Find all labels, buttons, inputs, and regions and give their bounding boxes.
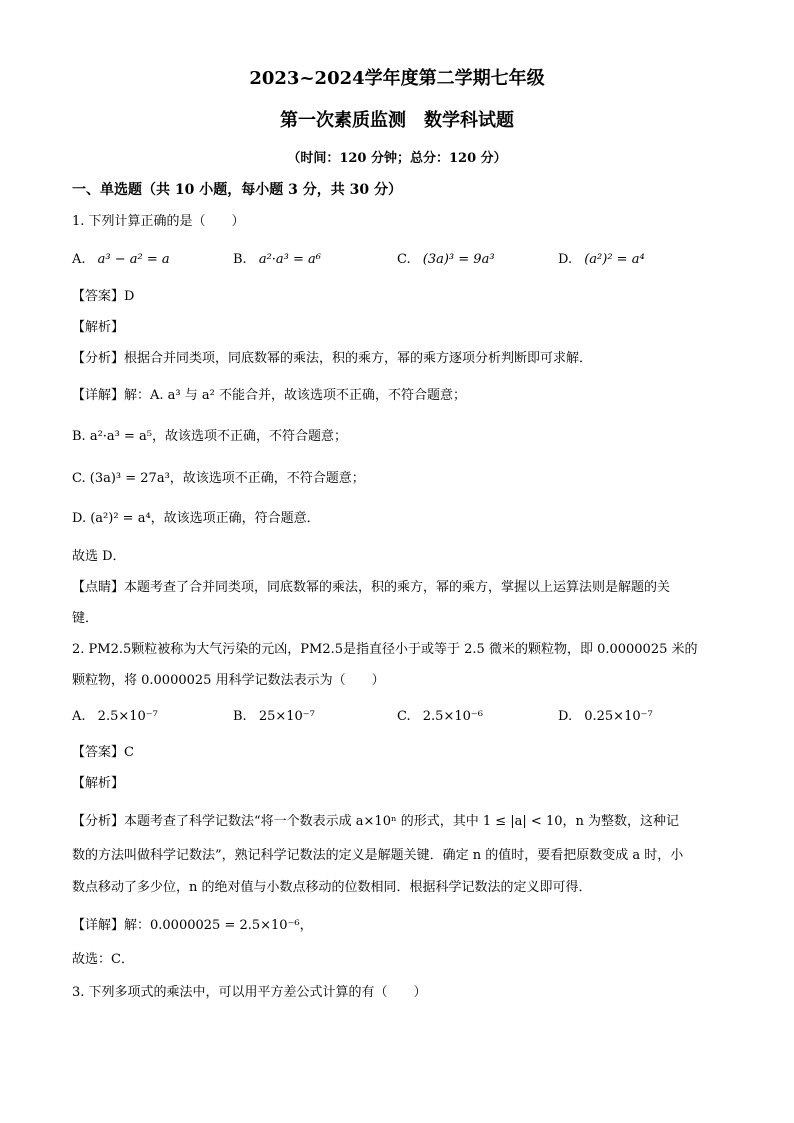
q1-option-d-label: D. [558, 252, 573, 267]
q1-option-b-text: a²·a³ = a⁶ [258, 252, 322, 267]
exam-title: 2023~2024学年度第二学期七年级 [249, 68, 545, 89]
q2-option-c [397, 708, 483, 726]
q2-answer: 【答案】C [72, 745, 134, 760]
q1-line-d: D. (a²)² = a⁴，故该选项正确，符合题意． [72, 511, 320, 526]
q1-option-a [72, 251, 170, 269]
q1-option-b-label: B. [233, 252, 247, 267]
q1-fenxi: 【分析】根据合并同类项，同底数幂的乘法，积的乘方，幂的乘方逐项分析判断即可求解． [72, 351, 593, 366]
q1-option-c [397, 251, 495, 269]
exam-subtitle: 第一次素质监测 数学科试题 [280, 110, 514, 131]
q1-option-d-text: (a²)² = a⁴ [584, 252, 645, 267]
q1-option-a-label: A. [72, 252, 86, 267]
q2-stem-line2: 颗粒物，将 0.0000025 用科学记数法表示为（ ） [72, 673, 385, 688]
q2-option-a-text: 2.5×10⁻⁷ [97, 709, 158, 724]
q2-option-b [233, 708, 315, 726]
q1-line-b: B. a²·a³ = a⁵，故该选项不正确，不符合题意； [72, 429, 347, 444]
q2-option-b-text: 25×10⁻⁷ [258, 709, 315, 724]
q1-dianjing-line2: 键． [72, 611, 99, 626]
q3-stem: 3. 下列多项式的乘法中，可以用平方差公式计算的有（ ） [72, 985, 427, 1000]
q2-option-c-text: 2.5×10⁻⁶ [422, 709, 483, 724]
section-heading: 一、单选题（共 10 小题，每小题 3 分，共 30 分） [72, 182, 402, 198]
q1-stem: 1. 下列计算正确的是（ ） [72, 214, 245, 229]
q1-option-c-label: C. [397, 252, 411, 267]
q2-fenxi-line2: 数的方法叫做科学记数法”，熟记科学记数法的定义是解题关键．确定 n 的值时，要看把原数变成 a 时，小 [72, 848, 684, 863]
q2-option-b-label: B. [233, 709, 247, 724]
q2-option-d [558, 708, 653, 726]
q1-dianjing-line1: 【点睛】本题考查了合并同类项，同底数幂的乘法，积的乘方，幂的乘方，掌握以上运算法则是解题的关 [72, 580, 671, 595]
exam-time-info: （时间：120 分钟；总分：120 分） [287, 151, 507, 166]
q2-choice: 故选：C． [72, 952, 134, 967]
q1-line-c: C. (3a)³ = 27a³，故该选项不正确，不符合题意； [72, 471, 365, 486]
q1-option-a-text: a³ − a² = a [97, 252, 170, 267]
q1-option-d [558, 251, 645, 269]
q1-answer: 【答案】D [72, 289, 135, 304]
q1-option-b [233, 251, 321, 269]
q1-xiangjie: 【详解】解：A. a³ 与 a² 不能合并，故该选项不正确，不符合题意； [72, 388, 466, 403]
q2-option-d-text: 0.25×10⁻⁷ [584, 709, 653, 724]
q2-stem-line1: 2. PM2.5颗粒被称为大气污染的元凶，PM2.5是指直径小于或等于 2.5 微米的颗粒物，即 0.0000025 米的 [72, 642, 698, 657]
q2-fenxi-line3: 数点移动了多少位，n 的绝对值与小数点移动的位数相同．根据科学记数法的定义即可得． [72, 880, 592, 895]
q2-option-a [72, 708, 158, 726]
q2-xiangjie: 【详解】解：0.0000025 = 2.5×10⁻⁶， [72, 918, 313, 933]
q1-option-c-text: (3a)³ = 9a³ [422, 252, 495, 267]
q1-analysis-label: 【解析】 [72, 320, 125, 335]
q2-option-c-label: C. [397, 709, 411, 724]
q2-analysis-label: 【解析】 [72, 776, 125, 791]
q2-fenxi-line1: 【分析】本题考查了科学记数法“将一个数表示成 a×10ⁿ 的形式，其中 1 ≤ |a| < 10，n 为整数，这种记 [72, 814, 679, 829]
q2-option-a-label: A. [72, 709, 86, 724]
q1-choice: 故选 D． [72, 549, 126, 564]
q2-option-d-label: D. [558, 709, 573, 724]
